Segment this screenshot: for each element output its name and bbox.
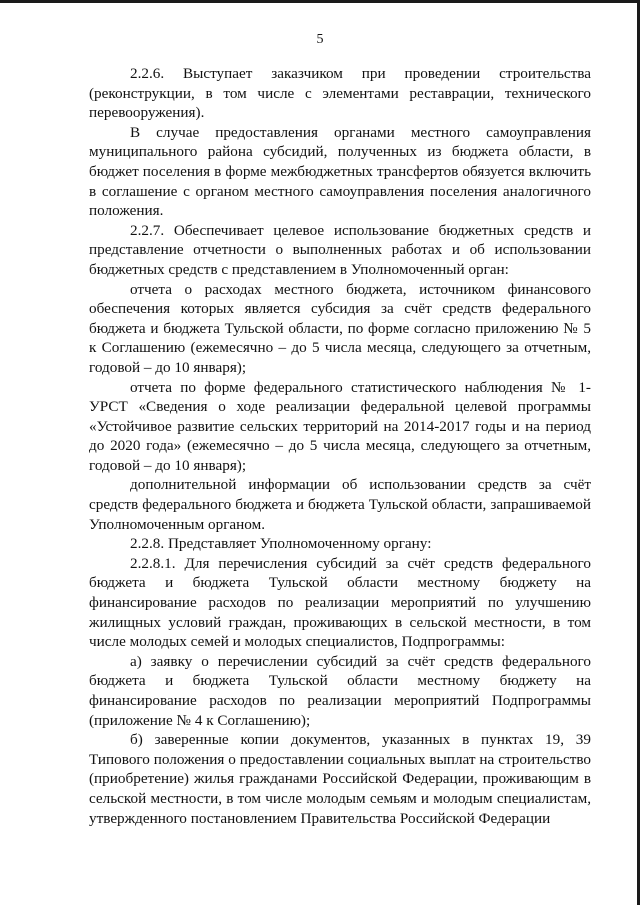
page-number: 5 (316, 32, 324, 47)
paragraph-report-1-urst: отчета по форме федерального статистического наблюдения № 1-УРСТ «Сведения о ходе реализации федеральной целевой программы «Устойчивое развитие сельских территорий на 2014-2017 годы и на период до 2020 года» (ежемесячно – до 5 числа месяца, следующего за отчетным, годовой – до 10 января); (89, 378, 591, 474)
paragraph-2-2-8-1: 2.2.8.1. Для перечисления субсидий за счёт средств федерального бюджета и бюджета Тульской области местному бюджету на финансирование расходов по реализации мероприятий по улучшению жилищных условий граждан, проживающих в сельской местности, в том числе молодых семей и молодых специалистов, Подпрограммы: (89, 554, 591, 651)
paragraph-2-2-8: 2.2.8. Представляет Уполномоченному органу: (130, 535, 432, 553)
paragraph-subsidy-case: В случае предоставления органами местного самоуправления муниципального района субсидий, полученных из бюджета области, в бюджет поселения в форме межбюджетных трансфертов обязуется включить в соглашение с органом местного самоуправления поселения аналогичного положения. (89, 123, 591, 220)
paragraph-2-2-7: 2.2.7. Обеспечивает целевое использование бюджетных средств и представление отчетности о выполненных работах и об использовании бюджетных средств с представлением в Уполномоченный орган: (89, 221, 591, 278)
paragraph-2-2-6: 2.2.6. Выступает заказчиком при проведении строительства (реконструкции, в том числе с элементами реставрации, технического перевооружения). (89, 65, 591, 122)
paragraph-item-a: а) заявку о перечислении субсидий за счёт средств федерального бюджета и бюджета Тульской области местному бюджету на финансирование расходов по реализации мероприятий Подпрограммы (приложение № 4 к Соглашению); (89, 652, 591, 729)
scan-edge-top (0, 0, 640, 3)
paragraph-additional-info: дополнительной информации об использовании средств за счёт средств федерального бюджета и бюджета Тульской области, запрашиваемой Уполномоченным органом. (89, 476, 591, 533)
paragraph-item-b: б) заверенные копии документов, указанных в пунктах 19, 39 Типового положения о предоставлении социальных выплат на строительство (приобретение) жилья гражданами Российской Федерации, проживающим в сельской местности, в том числе молодым семьям и молодым специалистам, утвержденного постановлением Правительства Российской Федерации (89, 731, 591, 827)
document-body (89, 64, 591, 828)
paragraph-report-local-budget: отчета о расходах местного бюджета, источником финансового обеспечения которых является субсидия за счёт средств федерального бюджета и бюджета Тульской области, по форме согласно приложению № 5 к Соглашению (ежемесячно – до 5 числа месяца, следующего за отчетным, годовой – до 10 января); (89, 280, 591, 376)
